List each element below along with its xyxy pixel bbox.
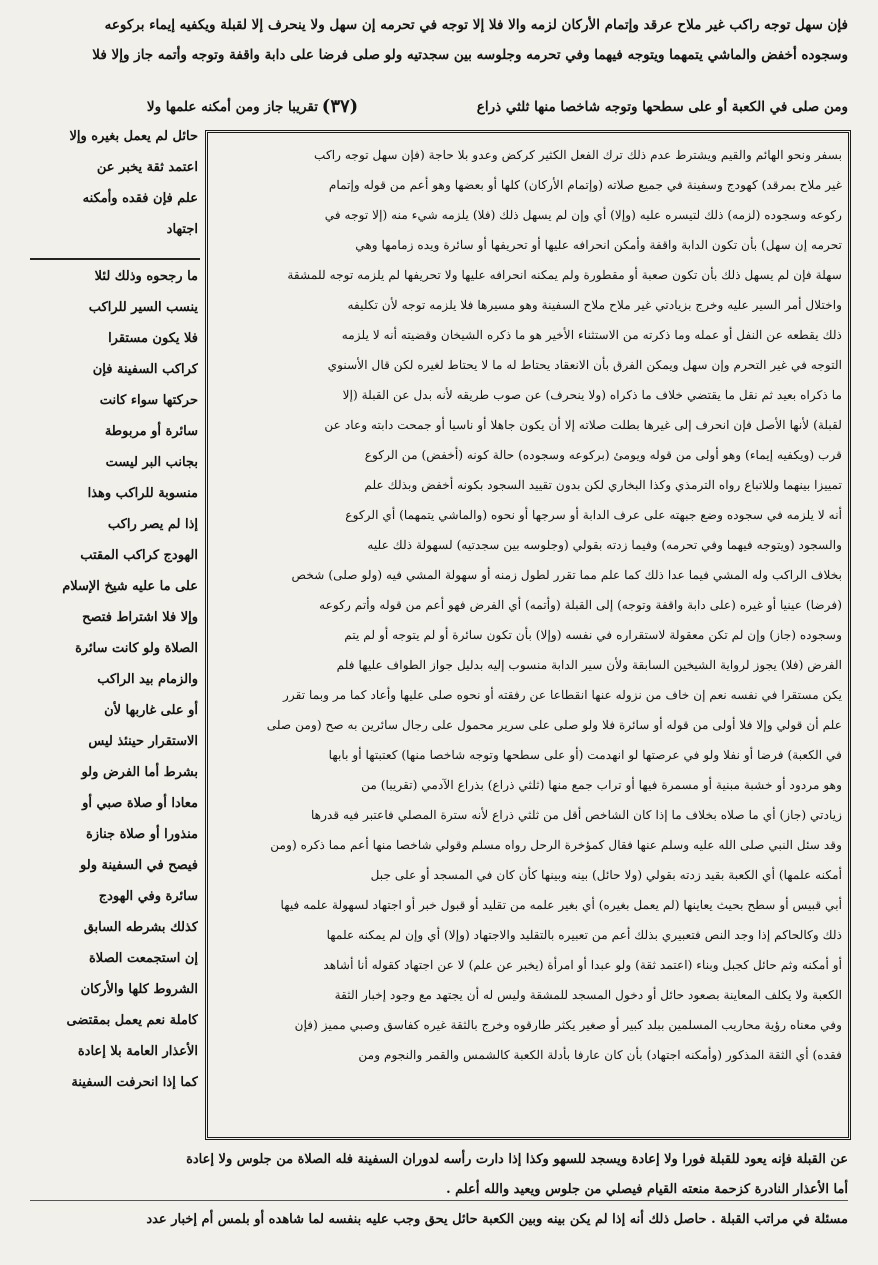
margin-line: كذلك بشرطه السابق: [83, 920, 198, 935]
hashiya-bottom-text: [30, 1145, 848, 1205]
margin-line: أو على غاربها لأن: [104, 703, 198, 718]
sharh-line: لقبلة) لأنها الأصل فإن انحرف إلى غيرها بطلت صلاته إلا أن يكون جاهلا أو ناسيا أو جمحت دابته وعاد عن: [324, 418, 842, 432]
sharh-line: ركوعه وسجوده (لزمه) ذلك لتيسره عليه (وإلا) أي وإن لم يسهل ذلك (فلا) يلزمه شيء منه (إلا توجه في: [324, 208, 842, 222]
sharh-line: بسفر ونحو الهائم والقيم ويشترط عدم ذلك ترك الفعل الكثير كركض وعدو بلا حاجة (فإن سهل توجه راكب: [313, 148, 842, 162]
margin-matn-top: [30, 122, 198, 272]
matn-top-last-line: [30, 92, 848, 122]
matn-line: وسجوده أخفض والماشي يتمهما ويتوجه فيهما وفي تحرمه وجلوسه بين سجدتيه ولو صلى فرضا على دابة واقفة وتوجه وأتمه جاز وإلا فلا: [92, 47, 848, 63]
sharh-line: زيادتي (جاز) أي ما صلاه بخلاف ما إذا كان الشاخص أقل من ثلثي ذراع لأنه سترة المصلي فاعتبر فيه قدرها: [310, 808, 842, 822]
margin-line: سائرة أو مربوطة: [104, 424, 198, 439]
margin-line: إذا لم يصر راكب: [107, 517, 198, 532]
sharh-line: وسجوده (جاز) وإن لم تكن معقولة لاستقراره في نفسه (وإلا) بأن تكون سائرة أو لم يتوجه أو لم يتم: [344, 628, 842, 642]
margin-line: معادا أو صلاة صبي أو: [82, 796, 198, 811]
margin-line: ينسب السير للراكب: [88, 300, 198, 315]
margin-line: فيصح في السفينة ولو: [80, 858, 198, 873]
margin-line: والزمام بيد الراكب: [97, 672, 198, 687]
margin-line: منسوبة للراكب وهذا: [87, 486, 198, 501]
margin-line: كراكب السفينة فإن: [92, 362, 198, 377]
sharh-line: واختلال أمر السير عليه وخرج بزيادتي غير ملاح ملاح السفينة وهو مسيرها فلا يلزمه توجه لأن تكليفه: [347, 298, 842, 312]
sharh-line: تمييزا بينهما وللاتباع رواه الترمذي وكذا البخاري لكن بدون تقييد السجود بكونه أخفض وبذلك علم: [364, 478, 842, 492]
matn-top-text: [30, 10, 848, 70]
margin-line: الصلاة ولو كانت سائرة: [75, 641, 198, 656]
matn-line: فإن سهل توجه راكب غير ملاح عرقد وإتمام الأركان لزمه والا فلا إلا توجه في تحرمه إن سهل ولا ينحرف إلا لقبلة ويكفيه إيماء بركوعه: [104, 17, 848, 33]
margin-line: ما رجحوه وذلك لئلا: [94, 269, 198, 284]
margin-line: بشرط أما الفرض ولو: [81, 765, 198, 780]
sharh-line: يكن مستقرا في نفسه نعم إن خاف من نزوله عنها انقطاعا عن رفقته أو نحوه صلى عليها وأعاد كما مر وبما تقرر: [282, 688, 842, 702]
margin-line: الهودج كراكب المقتب: [80, 548, 198, 563]
sharh-line: ذلك وكالحاكم إذا وجد النص فتعبيري بذلك أعم من تعبيره بالتقليد والاجتهاد (وإلا) أي وإن لم يمكنه علمها: [326, 928, 842, 942]
matn-line-right: ومن صلى في الكعبة أو على سطحها وتوجه شاخصا منها ثلثي ذراع: [476, 99, 848, 115]
sharh-line: والسجود (ويتوجه فيهما وفي تحرمه) وفيما زدته بقولي (وجلوسه بين سجدتيه) لسهولة ذلك عليه: [367, 538, 842, 552]
sharh-line: ذلك يقطعه عن النفل أو عمله وما ذكرته من الاستثناء الأخير هو ما ذكره الشيخان وقضيته أنه لا يلزمه: [341, 328, 842, 342]
sharh-line: أنه لا يلزمه في سجوده وضع جبهته على عرف الدابة أو سرجها أو نحوه (والماشي يتمهما) أي الركوع: [345, 508, 842, 522]
sharh-line: غير ملاح بمرقد) كهودج وسفينة في جميع صلاته (وإتمام الأركان) كلها أو بعضها وهو أعم من قوله وإتمام: [328, 178, 842, 192]
margin-line: حائل لم يعمل بغيره وإلا: [69, 129, 198, 144]
margin-line: على ما عليه شيخ الإسلام: [62, 579, 198, 594]
hashiya-line: أما الأعذار النادرة كزحمة منعته القيام فيصلي من جلوس ويعيد والله أعلم .: [446, 1182, 848, 1197]
page-number: (٣٧): [321, 96, 359, 117]
margin-line: بجانب البر ليست: [105, 455, 198, 470]
margin-line: الأعذار العامة بلا إعادة: [77, 1044, 198, 1059]
sharh-line: فقده) أي الثقة المذكور (وأمكنه اجتهاد) بأن كان عارفا بأدلة الكعبة كالشمس والقمر والنجوم ومن: [358, 1048, 842, 1062]
margin-line: اجتهاد: [166, 222, 198, 237]
margin-line: علم فإن فقده وأمكنه: [82, 191, 198, 206]
margin-divider: [30, 258, 200, 260]
margin-hashiya: [30, 262, 198, 1162]
margin-line: كاملة نعم يعمل بمقتضى: [66, 1013, 198, 1028]
margin-line: فلا يكون مستقرا: [108, 331, 198, 346]
sharh-line: أمكنه علمها) أي الكعبة بقيد زدته بقولي (ولا حائل) بينه وبينها كأن كان في المسجد أو على جبل: [370, 868, 842, 882]
margin-line: الاستقرار حينئذ ليس: [88, 734, 198, 749]
footnote-rule: [30, 1200, 848, 1201]
sharh-line: ما ذكراه بعيد ثم نقل ما يقتضي خلاف ما ذكراه (ولا ينحرف) عن صوب طريقه لأنه بدل عن القبلة (إلا: [342, 388, 842, 402]
margin-line: وإلا فلا اشتراط فتصح: [82, 610, 198, 625]
sharh-line: سهلة فإن لم يسهل ذلك بأن تكون صعبة أو مقطورة ولم يمكنه انحرافه عليها ولا تحريفها لم يلزمه توجه للمشقة: [287, 268, 842, 282]
sharh-line: تحرمه إن سهل) بأن تكون الدابة واقفة وأمكن انحرافه عليها أو تحريفها أو سائرة ويده زمامها وهي: [355, 238, 842, 252]
sharh-line: قرب (ويكفيه إيماء) وهو أولى من قوله ويومئ (بركوعه وسجوده) حالة كونه (أخفض) من الركوع: [364, 448, 842, 462]
margin-line: منذورا أو صلاة جنازة: [86, 827, 198, 842]
sharh-line: وقد سئل النبي صلى الله عليه وسلم عنها فقال كمؤخرة الرحل رواه مسلم وقولي شاخصا منها أعم مما ذكره (ومن: [270, 838, 842, 852]
sharh-line: بخلاف الراكب وله المشي فيما عدا ذلك كما علم مما تقرر لطول زمنه أو سهولة المشي فيه (ولو صلى) شخص: [291, 568, 842, 582]
margin-line: الشروط كلها والأركان: [80, 982, 198, 997]
sharh-line: أو أمكنه وثم حائل كجبل وبناء (اعتمد ثقة) ولو عبدا أو امرأة (يخبر عن علم) لا عن اجتهاد كقوله أنا أشاهد: [323, 958, 842, 972]
sharh-line: أبي قبيس أو سطح بحيث يعاينها (لم يعمل بغيره) أي بغير علمه من تقليد أو قبول خبر أو اجتهاد لسهولة علمه فيها: [280, 898, 842, 912]
margin-line: اعتمد ثقة يخبر عن: [96, 160, 198, 175]
margin-line: إن استجمعت الصلاة: [89, 951, 198, 966]
matn-line-left: تقريبا جاز ومن أمكنه علمها ولا: [146, 99, 318, 115]
sharh-text: [214, 140, 842, 1070]
footnote-note: مسئلة في مراتب القبلة . حاصل ذلك أنه إذا لم يكن بينه وبين الكعبة حائل يحق وجب عليه بنفسه لما شاهده أو بلمس أم إخبار عدد: [146, 1212, 848, 1227]
hashiya-line: عن القبلة فإنه يعود للقبلة فورا ولا إعادة ويسجد للسهو وكذا إذا دارت رأسه لدوران السفينة فله الصلاة من جلوس ولا إعادة: [186, 1152, 848, 1167]
sharh-line: وهو مردود أو خشبة مبنية أو مسمرة فيها أو تراب جمع منها (ثلثي ذراع) بذراع الآدمي (تقريبا) من: [361, 778, 842, 792]
sharh-line: الفرض (فلا) يجوز لرواية الشيخين السابقة ولأن سير الدابة منسوب إليه بدليل جواز الطواف عليها فلم: [336, 658, 842, 672]
margin-line: سائرة وفي الهودج: [98, 889, 198, 904]
sharh-line: التوجه في غير التحرم وإن سهل ويمكن الفرق بأن الانعقاد يحتاط له ما لا يحتاط لغيره لكن قال الأسنوي: [327, 358, 842, 372]
sharh-line: (فرضا) عينيا أو غيره (على دابة واقفة وتوجه) إلى القبلة (وأتمه) أي الفرض فهو أعم من قوله وأتم ركوعه: [319, 598, 842, 612]
sharh-line: علم أن قولي وإلا فلا أولى من قوله أو سائرة فلا ولو صلى على سرير محمول على رجال سائرين به صح (ومن صلى: [266, 718, 842, 732]
sharh-line: وفي معناه رؤية محاريب المسلمين ببلد كبير أو صغير يكثر طارقوه وخرج بالثقة غيره كفاسق وصبي مميز (فإن: [294, 1018, 842, 1032]
sharh-line: في الكعبة) فرضا أو نفلا ولو في عرصتها لو انهدمت (أو على سطحها وتوجه شاخصا منها) كعتبتها أو بابها: [328, 748, 842, 762]
margin-line: كما إذا انحرفت السفينة: [71, 1075, 198, 1090]
margin-line: حركتها سواء كانت: [99, 393, 198, 408]
sharh-line: الكعبة ولا يكلف المعاينة بصعود حائل أو دخول المسجد للمشقة وليس له أن يجتهد مع وجود إخبار الثقة: [334, 988, 842, 1002]
